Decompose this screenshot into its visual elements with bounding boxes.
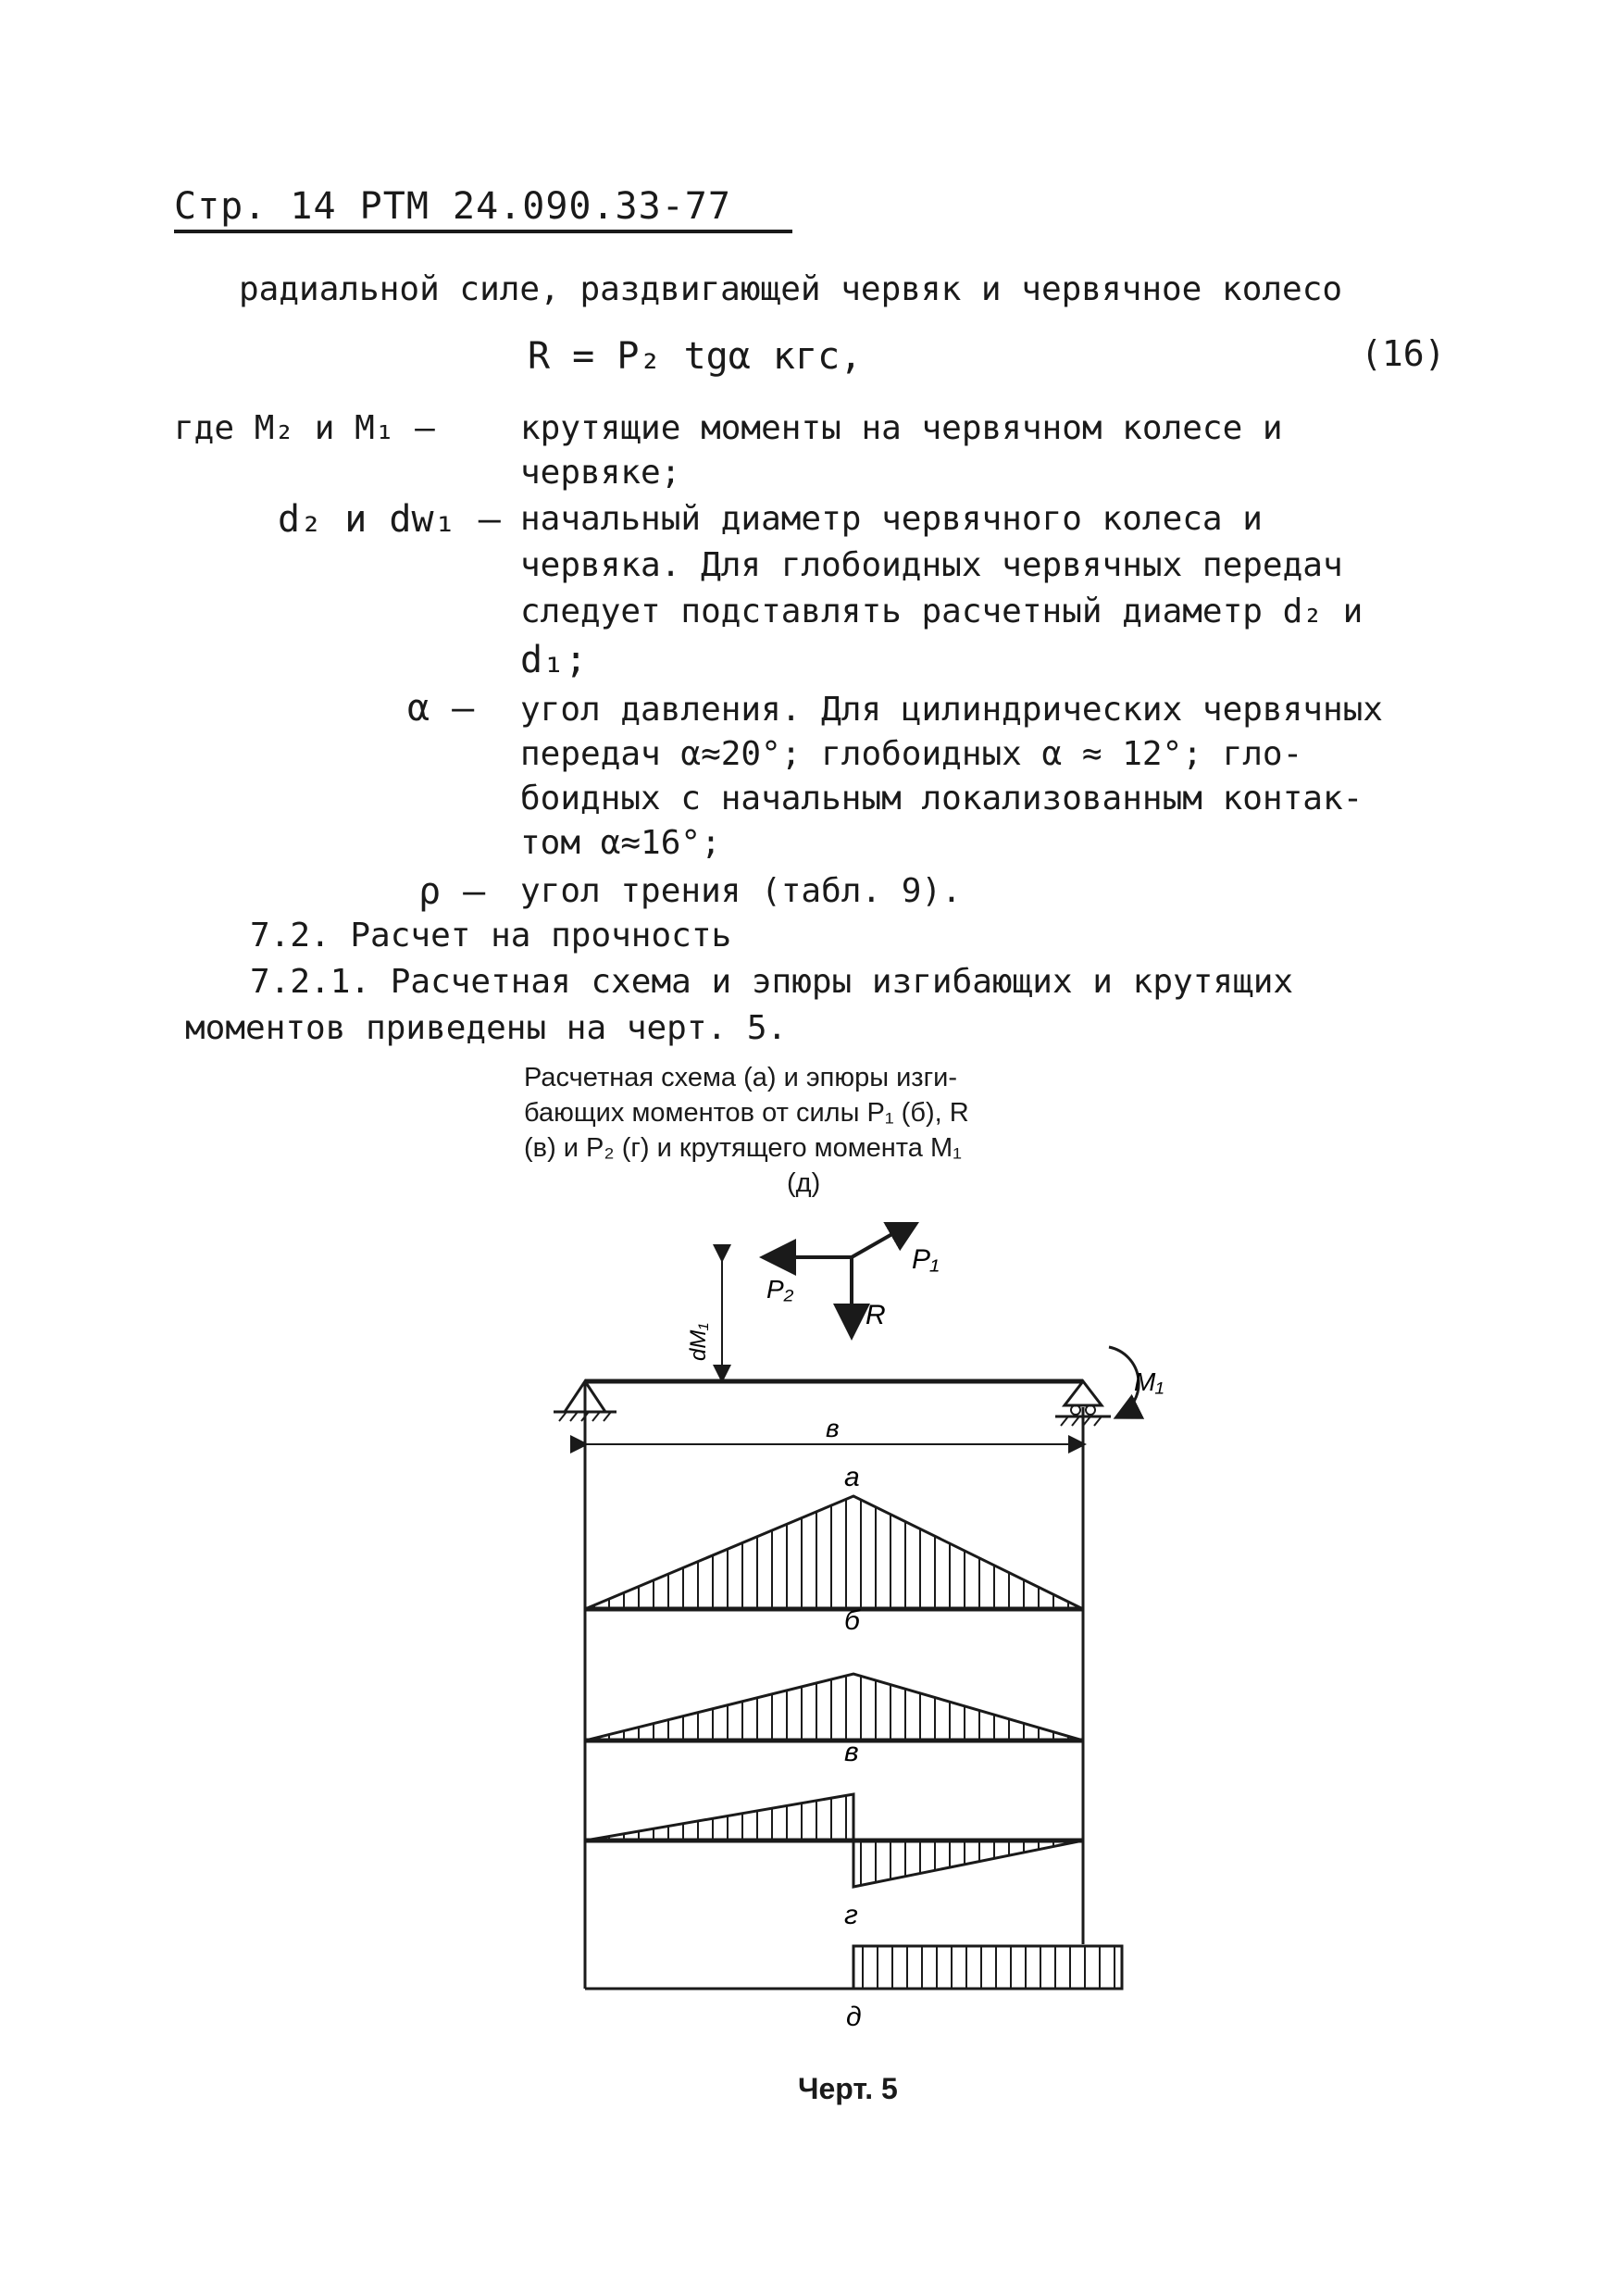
- def-term-m2-m1: где M₂ и M₁ –: [174, 409, 435, 447]
- right-support: [1065, 1381, 1102, 1405]
- formula: R = P₂ tgα кгс,: [528, 335, 863, 378]
- hatch-b: [594, 1676, 1068, 1741]
- def-desc-line: крутящие моменты на червячном колесе и: [520, 409, 1283, 447]
- label-p1: P₁: [912, 1244, 940, 1275]
- force-p1-arrow: [852, 1222, 916, 1257]
- label-r: R: [866, 1300, 886, 1330]
- label-g: г: [844, 1900, 858, 1930]
- beam-diagram: [537, 1222, 1185, 2055]
- label-d: д: [846, 2002, 862, 2032]
- def-desc-line: d₁;: [520, 639, 588, 681]
- def-term-alpha: α –: [407, 687, 475, 730]
- label-p2: P₂: [766, 1275, 794, 1304]
- def-desc-line: начальный диаметр червячного колеса и: [520, 500, 1263, 538]
- def-desc-line: следует подставлять расчетный диаметр d₂ и: [520, 593, 1364, 630]
- section-7-2-1-line1: 7.2.1. Расчетная схема и эпюры изгибающих и крутящих: [250, 963, 1294, 1001]
- label-m1: M₁: [1134, 1367, 1164, 1396]
- figure-caption-line: Расчетная схема (а) и эпюры изги-: [524, 1063, 958, 1092]
- figure-caption-line: бающих моментов от силы P₁ (б), R: [524, 1098, 969, 1128]
- formula-number: (16): [1361, 333, 1446, 374]
- label-b: б: [844, 1605, 860, 1636]
- label-a: а: [844, 1462, 860, 1492]
- figure-caption-line: (в) и P₂ (г) и крутящего момента M₁: [524, 1133, 962, 1163]
- def-term-rho: ρ –: [418, 870, 486, 913]
- label-span: в: [826, 1414, 840, 1442]
- def-desc-line: передач α≈20°; глобоидных α ≈ 12°; гло-: [520, 735, 1303, 773]
- label-dm1: dM₁: [686, 1323, 711, 1361]
- def-desc-line: боидных с начальным локализованным контак-: [520, 780, 1364, 817]
- hatch-g: [863, 1946, 1115, 1989]
- torque-diagram: [853, 1946, 1122, 1989]
- header-underline: [174, 230, 792, 233]
- def-desc-line: червяка. Для глобоидных червячных передач: [520, 546, 1343, 584]
- section-7-2: 7.2. Расчет на прочность: [250, 917, 732, 955]
- section-7-2-1-line2: моментов приведены на черт. 5.: [185, 1009, 788, 1047]
- figure-caption-line: (д): [787, 1168, 821, 1198]
- figure-number: Черт. 5: [798, 2072, 898, 2105]
- def-desc-line: червяке;: [520, 454, 681, 492]
- def-desc-line: угол давления. Для цилиндрических червячных: [520, 691, 1383, 729]
- def-desc-line: угол трения (табл. 9).: [520, 872, 962, 910]
- page-header: Стр. 14 РТМ 24.090.33-77: [174, 185, 731, 228]
- hatch-a: [594, 1499, 1068, 1609]
- label-v: в: [844, 1737, 859, 1767]
- intro-line: радиальной силе, раздвигающей червяк и червячное колесо: [239, 270, 1343, 308]
- def-desc-line: том α≈16°;: [520, 824, 721, 862]
- def-term-d2-dw1: d₂ и dw₁ –: [278, 498, 501, 541]
